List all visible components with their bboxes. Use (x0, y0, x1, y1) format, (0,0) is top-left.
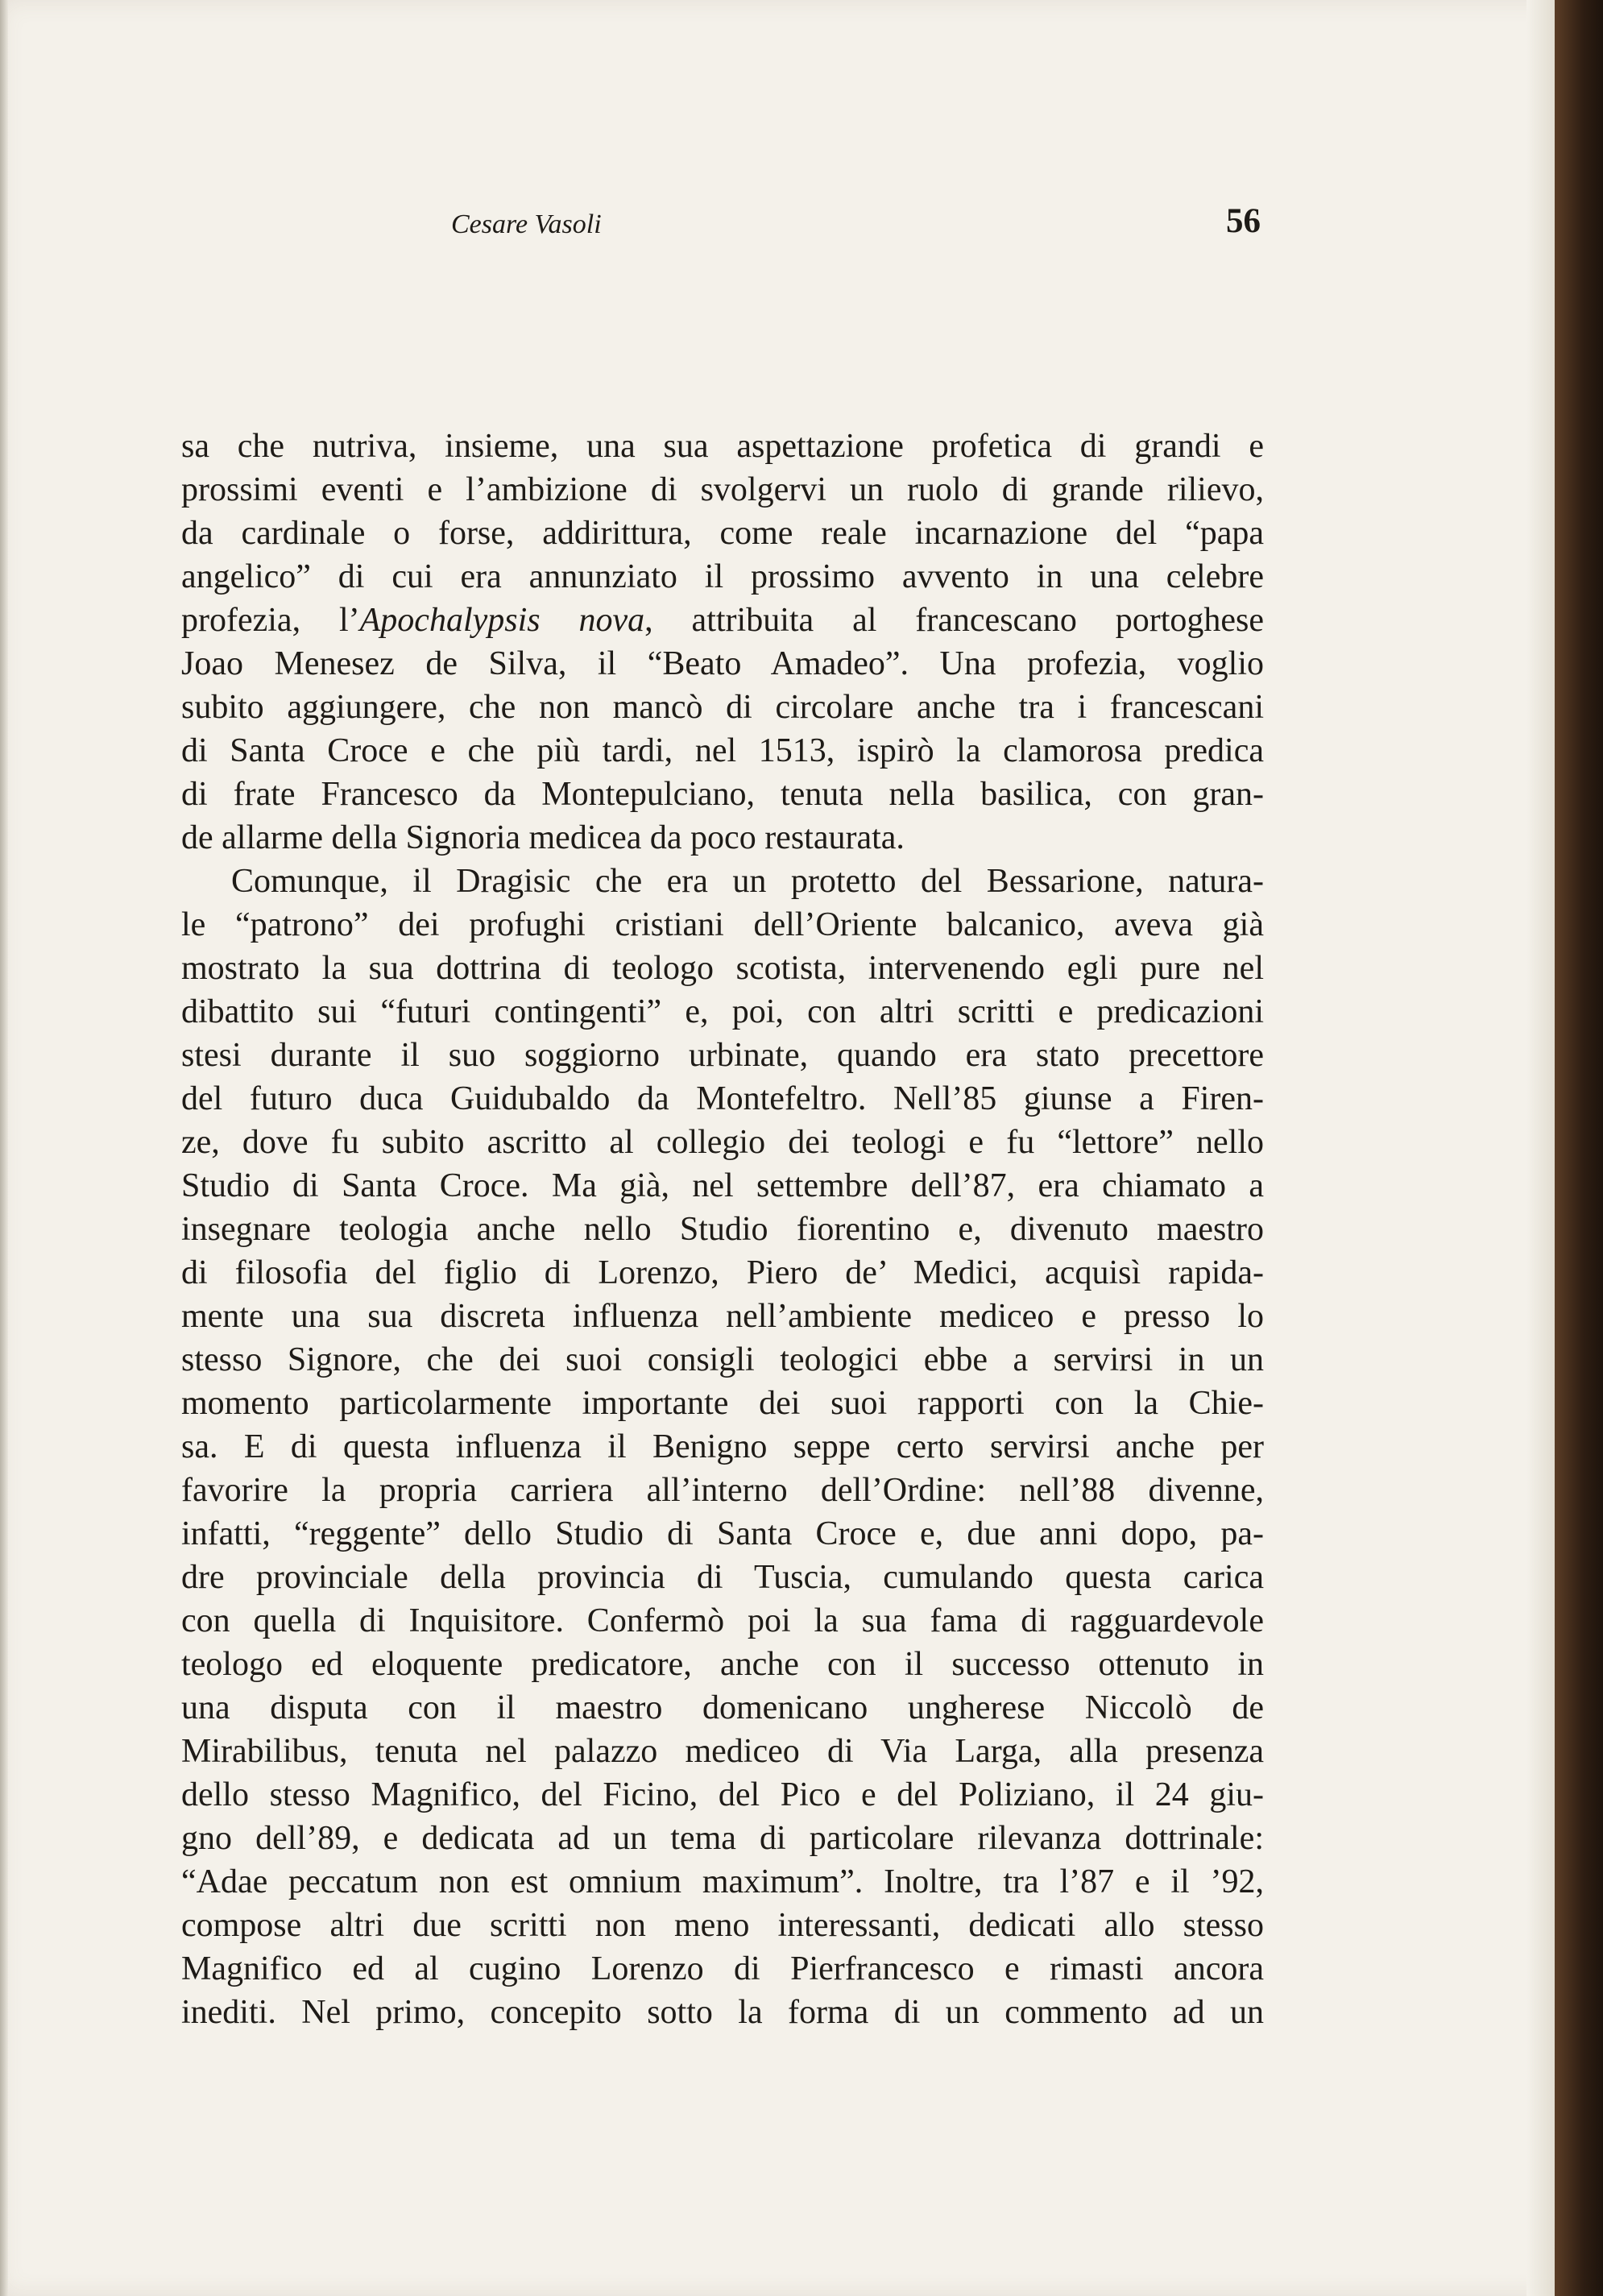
text-line: gno dell’89, e dedicata ad un tema di particolare rilevanza dottrinale: (181, 1820, 1264, 1857)
text-line: infatti, “reggente” dello Studio di Santa Croce e, due anni dopo, pa- (181, 1515, 1264, 1552)
page-fore-edge (1526, 0, 1555, 2296)
text-line: di frate Francesco da Montepulciano, tenuta nella basilica, con gran- (181, 776, 1264, 813)
text-line: le “patrono” dei profughi cristiani dell’Oriente balcanico, aveva già (181, 906, 1264, 943)
running-head-author: Cesare Vasoli (451, 209, 602, 239)
page-number: 56 (1226, 202, 1261, 240)
text-line: prossimi eventi e l’ambizione di svolgervi un ruolo di grande rilievo, (181, 471, 1264, 508)
text-line: Studio di Santa Croce. Ma già, nel settembre dell’87, era chiamato a (181, 1167, 1264, 1204)
text-line: Magnifico ed al cugino Lorenzo di Pierfrancesco e rimasti ancora (181, 1950, 1264, 1987)
text-line: inediti. Nel primo, concepito sotto la forma di un commento ad un (181, 1994, 1264, 2031)
text-line: de allarme della Signoria medicea da poco restaurata. (181, 819, 905, 856)
book-cover-edge (1555, 0, 1603, 2296)
text-line: ze, dove fu subito ascritto al collegio dei teologi e fu “lettore” nello (181, 1124, 1264, 1161)
text-line: una disputa con il maestro domenicano ungherese Niccolò de (181, 1689, 1264, 1726)
text-segment: profezia, l’ (181, 602, 360, 639)
text-line: dre provinciale della provincia di Tuscia, cumulando questa carica (181, 1559, 1264, 1596)
text-line: di Santa Croce e che più tardi, nel 1513, ispirò la clamorosa predica (181, 732, 1264, 769)
text-line: sa. E di questa influenza il Benigno seppe certo servirsi anche per (181, 1428, 1264, 1465)
text-line: sa che nutriva, insieme, una sua aspettazione profetica di grandi e (181, 428, 1264, 465)
text-line: Joao Menesez de Silva, il “Beato Amadeo”. Una profezia, voglio (181, 645, 1264, 682)
page-gutter-edge (0, 0, 8, 2296)
body-text (181, 425, 1264, 2034)
book-title-italic: Apochalypsis nova (359, 602, 645, 639)
text-line: insegnare teologia anche nello Studio fiorentino e, divenuto maestro (181, 1211, 1264, 1248)
text-line: di filosofia del figlio di Lorenzo, Piero de’ Medici, acquisì rapida- (181, 1254, 1264, 1291)
page-header (181, 201, 1261, 250)
text-segment: , attribuita al francescano portoghese (644, 602, 1265, 639)
text-line: da cardinale o forse, addirittura, come reale incarnazione del “papa (181, 515, 1264, 552)
text-line: angelico” di cui era annunziato il prossimo avvento in una celebre (181, 558, 1264, 595)
text-line: teologo ed eloquente predicatore, anche con il successo ottenuto in (181, 1646, 1264, 1683)
text-line: del futuro duca Guidubaldo da Montefeltro. Nell’85 giunse a Firen- (181, 1080, 1264, 1117)
text-line: dello stesso Magnifico, del Ficino, del Pico e del Poliziano, il 24 giu- (181, 1776, 1264, 1813)
text-line: mostrato la sua dottrina di teologo scotista, intervenendo egli pure nel (181, 950, 1264, 987)
text-line: momento particolarmente importante dei suoi rapporti con la Chie- (181, 1385, 1264, 1422)
text-line (181, 599, 1264, 642)
text-line: stesso Signore, che dei suoi consigli teologici ebbe a servirsi in un (181, 1341, 1264, 1378)
text-line: favorire la propria carriera all’interno dell’Ordine: nell’88 divenne, (181, 1472, 1264, 1509)
text-line: Comunque, il Dragisic che era un protetto del Bessarione, natura- (231, 863, 1264, 900)
text-line: subito aggiungere, che non mancò di circolare anche tra i francescani (181, 689, 1264, 726)
text-line: compose altri due scritti non meno interessanti, dedicati allo stesso (181, 1907, 1264, 1944)
text-line: con quella di Inquisitore. Confermò poi la sua fama di ragguardevole (181, 1602, 1264, 1639)
text-line: Mirabilibus, tenuta nel palazzo mediceo di Via Larga, alla presenza (181, 1733, 1264, 1770)
text-line: “Adae peccatum non est omnium maximum”. Inoltre, tra l’87 e il ’92, (181, 1863, 1264, 1900)
text-line: stesi durante il suo soggiorno urbinate, quando era stato precettore (181, 1037, 1264, 1074)
text-line: mente una sua discreta influenza nell’ambiente mediceo e presso lo (181, 1298, 1264, 1335)
text-line: dibattito sui “futuri contingenti” e, poi, con altri scritti e predicazioni (181, 993, 1264, 1030)
